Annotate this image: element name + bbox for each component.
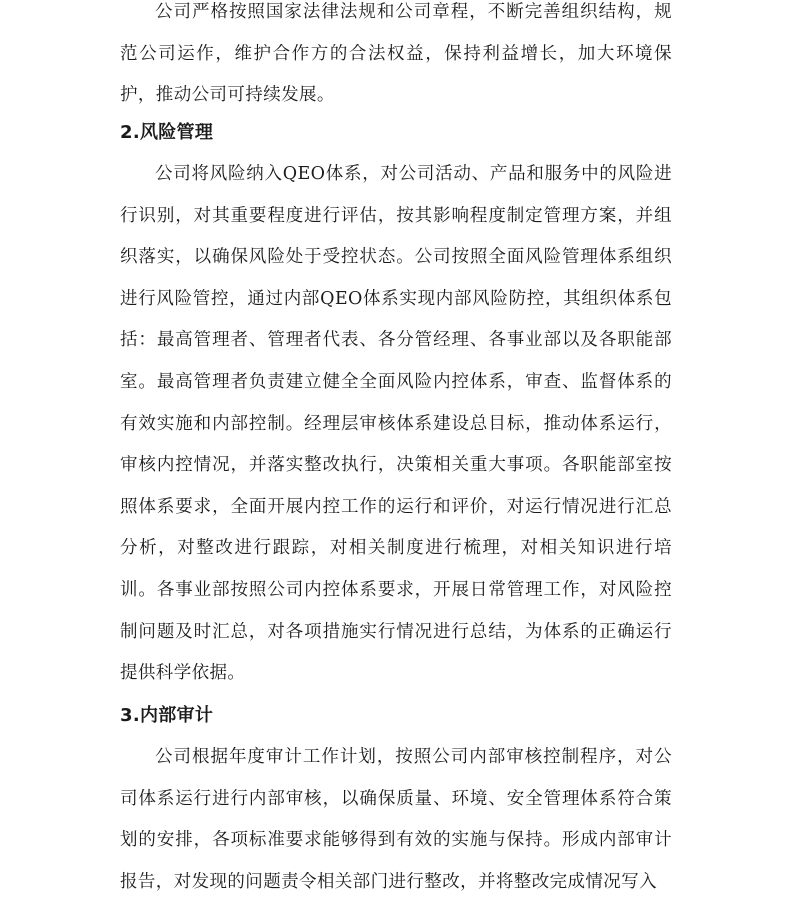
intro-paragraph: 公司严格按照国家法律法规和公司章程，不断完善组织结构，规范公司运作，维护合作方的合法权益，保持利益增长，加大环境保护，推动公司可持续发展。	[120, 2, 672, 106]
section-heading-risk-management: 2.风险管理	[120, 122, 214, 143]
section-paragraph-internal-audit: 公司根据年度审计工作计划，按照公司内部审核控制程序，对公司体系运行进行内部审核，以确保质量、环境、安全管理体系符合策划的安排，各项标准要求能够得到有效的实施与保持。形成内部审计报告，对发现的问题责令相关部门进行整改，并将整改完成情况写入	[120, 747, 672, 892]
section-paragraph-risk-management: 公司将风险纳入QEO体系，对公司活动、产品和服务中的风险进行识别，对其重要程度进行评估，按其影响程度制定管理方案，并组织落实，以确保风险处于受控状态。公司按照全面风险管理体系组织进行风险管控，通过内部QEO体系实现内部风险防控，其组织体系包括：最高管理者、管理者代表、各分管经理、各事业部以及各职能部室。最高管理者负责建立健全全面风险内控体系，审查、监督体系的有效实施和内部控制。经理层审核体系建设总目标，推动体系运行，审核内控情况，并落实整改执行，决策相关重大事项。各职能部室按照体系要求，全面开展内控工作的运行和评价，对运行情况进行汇总分析，对整改进行跟踪，对相关制度进行梳理，对相关知识进行培训。各事业部按照公司内控体系要求，开展日常管理工作，对风险控制问题及时汇总，对各项措施实行情况进行总结，为体系的正确运行提供科学依据。	[120, 164, 672, 684]
section-heading-internal-audit: 3.内部审计	[120, 705, 214, 726]
